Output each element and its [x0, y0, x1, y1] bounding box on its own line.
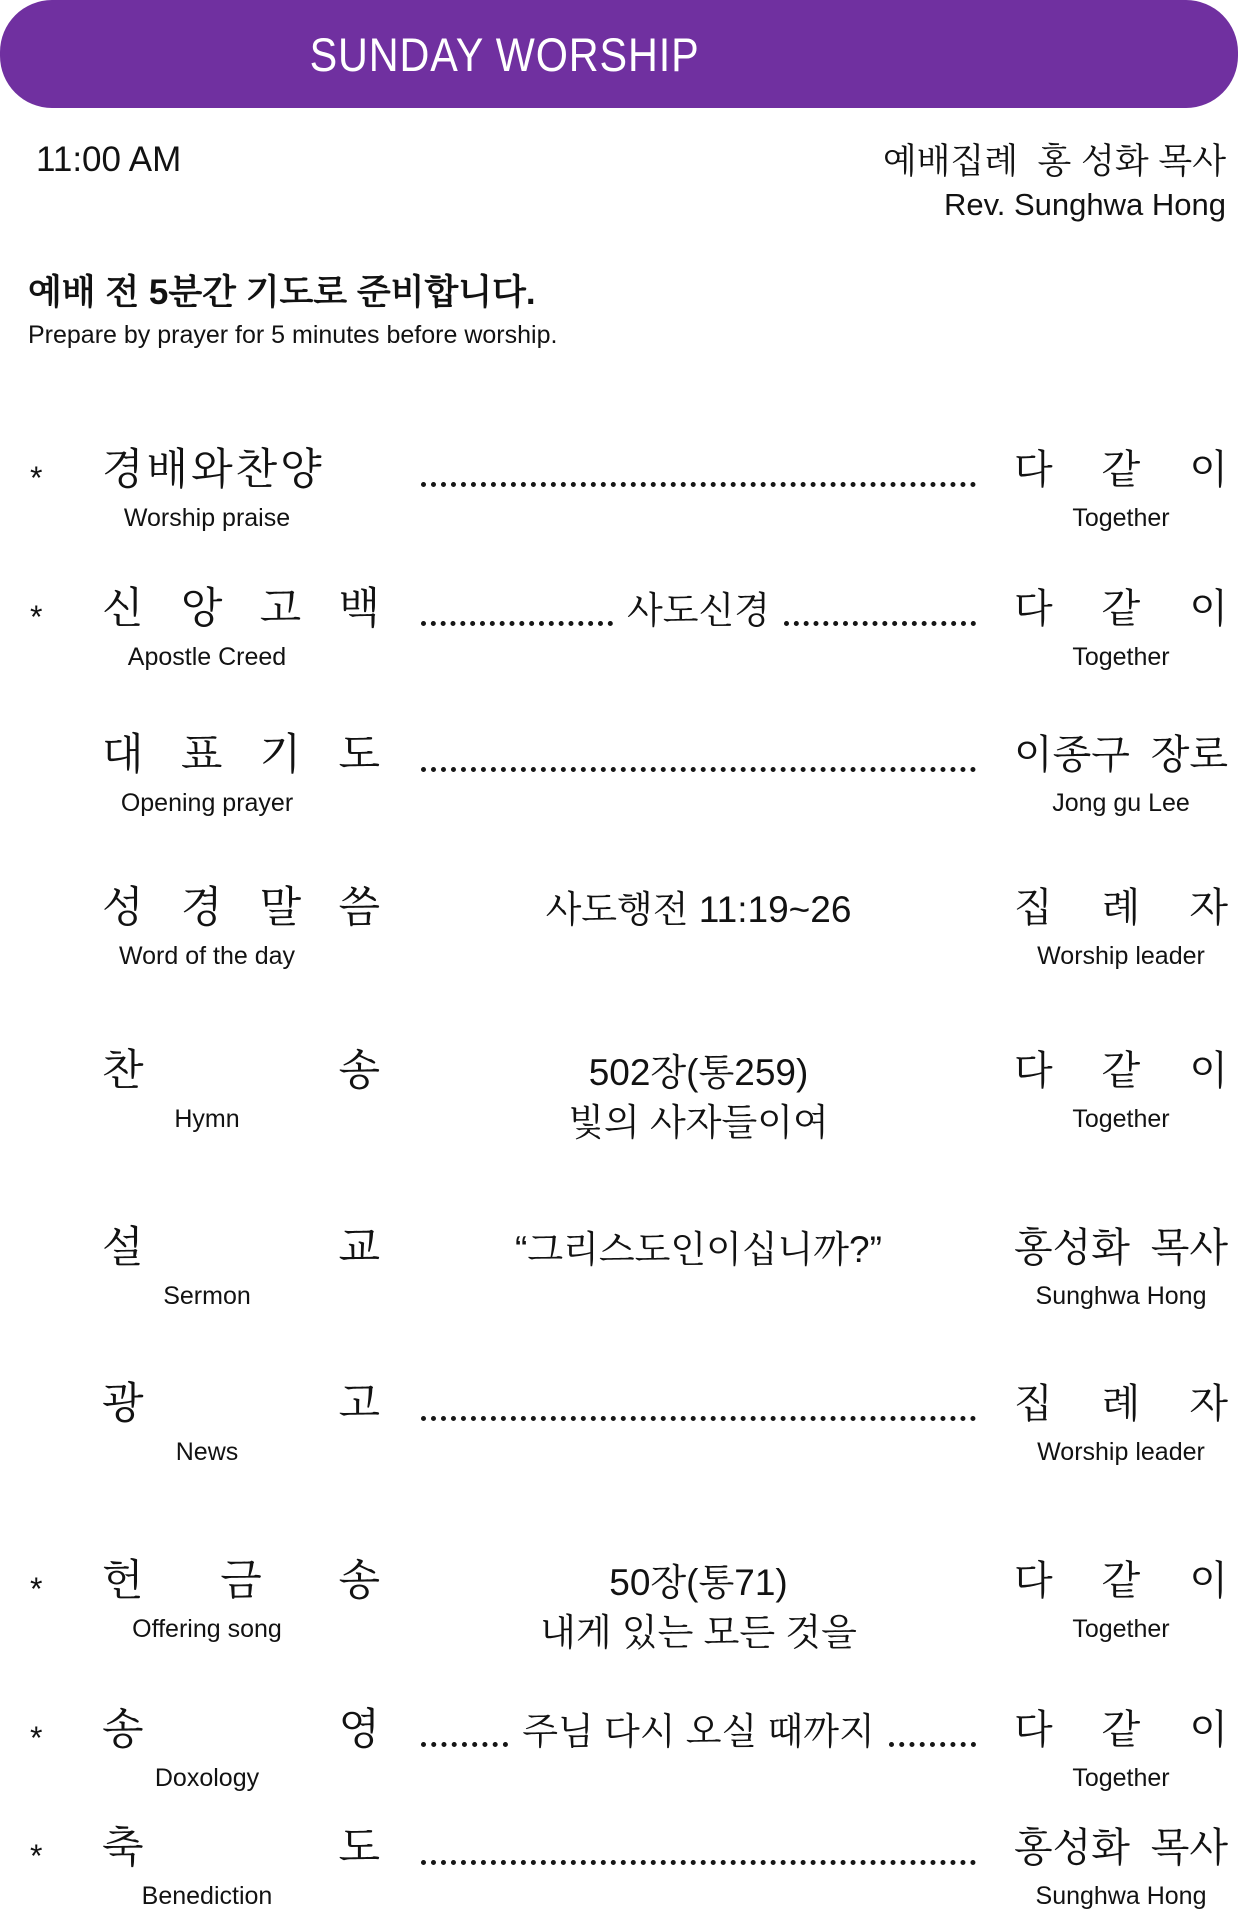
info-line	[0, 108, 1238, 223]
item-title-ko: 송 영	[102, 1706, 383, 1754]
item-title-en: Doxology	[154, 1764, 260, 1792]
item-by-block	[1014, 1704, 1228, 1793]
item-by-block	[1014, 1378, 1228, 1467]
required-asterisk: *	[30, 1571, 43, 1607]
officiant-ko: 예배집례 홍 성화 목사	[882, 142, 1226, 181]
required-asterisk: *	[30, 460, 43, 496]
item-middle	[383, 1704, 1014, 1756]
item-middle-text: 주님 다시 오실 때까지	[522, 1711, 875, 1752]
item-by-en: Together	[1072, 1105, 1170, 1133]
worship-item-row	[0, 1555, 1238, 1658]
item-title-ko: 찬 송	[102, 1047, 383, 1095]
item-by-en: Together	[1072, 643, 1170, 671]
worship-item-row	[0, 1045, 1238, 1148]
item-by-block	[1014, 729, 1228, 818]
leader-dots	[421, 621, 613, 626]
item-title-ko: 헌 금 송	[102, 1557, 383, 1605]
item-title-en: Opening prayer	[120, 789, 294, 817]
worship-item-row	[0, 729, 1238, 818]
sermon-title: “그리스도인이십니까?”	[515, 1229, 882, 1270]
item-middle	[383, 1222, 1014, 1275]
item-middle	[383, 444, 1014, 496]
item-middle	[383, 882, 1014, 935]
required-asterisk	[30, 729, 102, 745]
item-middle	[383, 1045, 1014, 1148]
worship-item-row	[0, 882, 1238, 971]
hymn-title: 빛의 사자들이여	[568, 1102, 829, 1143]
item-by-en: Together	[1072, 1615, 1170, 1643]
preparation-ko: 예배 전 5분간 기도로 준비합니다.	[28, 273, 536, 312]
leader-line	[421, 583, 976, 635]
item-title-en: Apostle Creed	[127, 643, 287, 671]
item-middle	[383, 583, 1014, 635]
worship-order-list	[0, 444, 1238, 1911]
header-band	[0, 0, 1238, 108]
officiant-block	[883, 134, 1226, 223]
required-asterisk	[30, 1222, 102, 1238]
leader-dots	[421, 1742, 508, 1747]
item-by-ko: 이종구 장로	[1014, 733, 1228, 777]
item-by-ko: 집 례 자	[1014, 1382, 1228, 1426]
item-by-en: Worship leader	[1037, 1438, 1205, 1466]
item-by-block	[1014, 1222, 1228, 1311]
item-title-ko: 성 경 말 씀	[102, 884, 383, 932]
item-by-ko: 홍성화 목사	[1014, 1826, 1228, 1870]
item-by-ko: 집 례 자	[1014, 886, 1228, 930]
item-by-block	[1014, 1045, 1228, 1134]
leader-dots	[421, 482, 976, 487]
item-title-block	[102, 1555, 383, 1644]
item-by-en: Sunghwa Hong	[1035, 1282, 1207, 1310]
item-by-ko: 다 같 이	[1014, 448, 1228, 492]
item-title-en: Worship praise	[123, 504, 291, 532]
required-asterisk	[30, 882, 102, 898]
item-title-block	[102, 1045, 383, 1134]
item-title-block	[102, 729, 383, 818]
leader-dots	[421, 1860, 976, 1865]
item-title-en: News	[175, 1438, 239, 1466]
item-by-en: Together	[1072, 1764, 1170, 1792]
worship-item-row	[0, 1822, 1238, 1911]
item-title-ko: 경배와찬양	[102, 446, 325, 494]
item-by-ko: 다 같 이	[1014, 1559, 1228, 1603]
item-title-block	[102, 1704, 383, 1793]
offering-hymn-title: 내게 있는 모든 것을	[540, 1612, 857, 1653]
leader-dots	[889, 1742, 976, 1747]
item-by-ko: 홍성화 목사	[1014, 1226, 1228, 1270]
item-title-en: Hymn	[174, 1105, 240, 1133]
item-by-block	[1014, 444, 1228, 533]
item-title-ko: 대 표 기 도	[102, 731, 383, 779]
worship-item-row	[0, 1222, 1238, 1311]
item-by-block	[1014, 882, 1228, 971]
item-middle	[383, 1555, 1014, 1658]
leader-line	[421, 1822, 976, 1874]
required-asterisk: *	[30, 1720, 43, 1756]
item-by-en: Sunghwa Hong	[1035, 1882, 1207, 1910]
item-by-block	[1014, 1555, 1228, 1644]
officiant-en: Rev. Sunghwa Hong	[943, 187, 1226, 222]
page-title	[0, 27, 1010, 82]
page-title-text: SUNDAY WORSHIP	[310, 27, 700, 81]
required-asterisk	[30, 1378, 102, 1394]
leader-dots	[784, 621, 976, 626]
item-middle-text: 사도행전 11:19~26	[545, 889, 852, 930]
item-middle	[383, 1378, 1014, 1430]
item-middle-text	[421, 1555, 976, 1658]
service-time: 11:00 AM	[36, 140, 182, 179]
worship-item-row	[0, 1704, 1238, 1793]
item-title-ko: 신 앙 고 백	[102, 585, 383, 633]
required-asterisk: *	[30, 1838, 43, 1874]
worship-item-row	[0, 444, 1238, 533]
offering-hymn-number: 50장(통71)	[609, 1562, 788, 1603]
leader-line	[421, 1704, 976, 1756]
item-title-ko: 축 도	[102, 1824, 383, 1872]
item-title-block	[102, 583, 383, 672]
item-title-en: Offering song	[132, 1615, 282, 1643]
required-asterisk	[30, 1045, 102, 1061]
item-by-block	[1014, 583, 1228, 672]
leader-line	[421, 1378, 976, 1430]
item-middle	[383, 1822, 1014, 1874]
item-title-block	[102, 1222, 383, 1311]
item-title-en: Benediction	[141, 1882, 273, 1910]
item-title-block	[102, 444, 383, 533]
item-middle-text	[421, 1045, 976, 1148]
item-by-en: Together	[1072, 504, 1170, 532]
leader-line	[421, 729, 976, 781]
item-title-ko: 설 교	[102, 1224, 383, 1272]
required-asterisk: *	[30, 599, 43, 635]
item-title-block	[102, 1822, 383, 1911]
item-title-block	[102, 882, 383, 971]
item-middle-text: 사도신경	[627, 590, 770, 631]
item-by-en: Jong gu Lee	[1052, 789, 1190, 817]
leader-dots	[421, 1416, 976, 1421]
item-title-block	[102, 1378, 383, 1467]
hymn-number: 502장(통259)	[588, 1052, 809, 1093]
preparation-note	[0, 223, 1238, 350]
item-by-ko: 다 같 이	[1014, 1708, 1228, 1752]
item-title-en: Word of the day	[118, 942, 296, 970]
item-title-ko: 광 고	[102, 1380, 383, 1428]
preparation-en: Prepare by prayer for 5 minutes before worship.	[28, 321, 558, 349]
item-middle	[383, 729, 1014, 781]
leader-dots	[421, 767, 976, 772]
worship-item-row	[0, 583, 1238, 672]
item-by-en: Worship leader	[1037, 942, 1205, 970]
item-by-block	[1014, 1822, 1228, 1911]
item-by-ko: 다 같 이	[1014, 587, 1228, 631]
leader-line	[421, 444, 976, 496]
item-title-en: Sermon	[163, 1282, 251, 1310]
item-by-ko: 다 같 이	[1014, 1049, 1228, 1093]
worship-item-row	[0, 1378, 1238, 1467]
